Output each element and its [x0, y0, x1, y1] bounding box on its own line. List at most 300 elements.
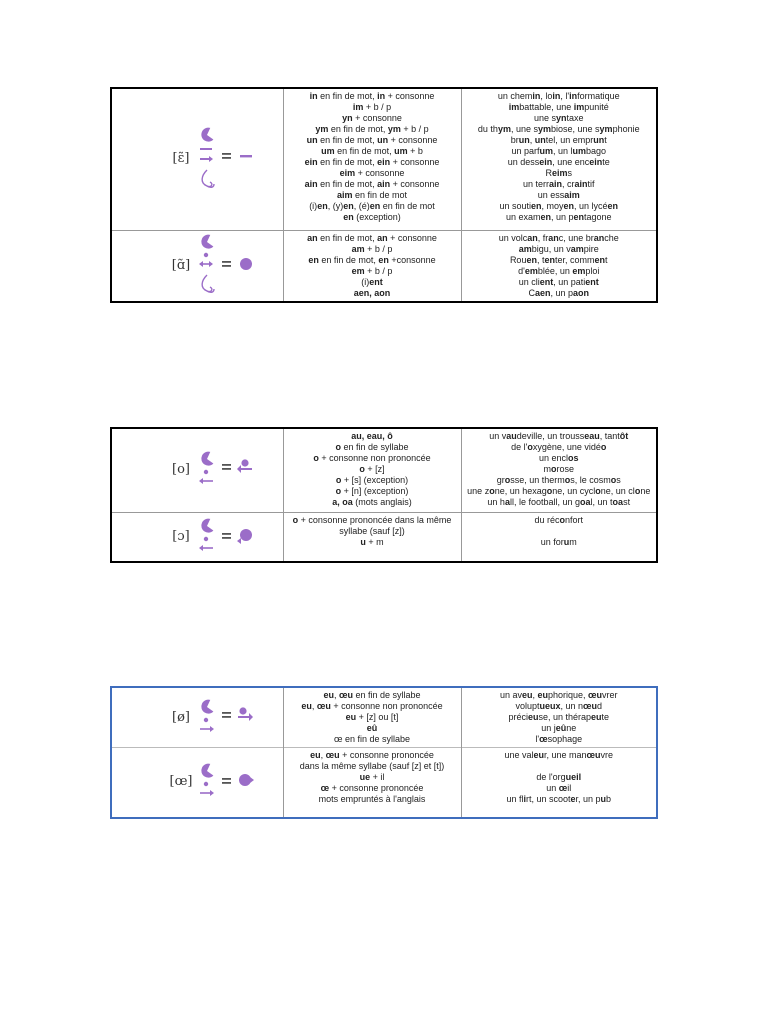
- rule-line: [287, 277, 458, 288]
- rules-cell: [283, 687, 461, 748]
- text-segment: , cr: [562, 179, 575, 189]
- highlighted-spelling: o: [610, 475, 617, 485]
- rule-line: [287, 266, 458, 277]
- examples-cell: [461, 230, 657, 302]
- text-segment: un encl: [538, 453, 568, 463]
- rule-line: [287, 146, 458, 157]
- rule-line: [287, 288, 458, 299]
- highlighted-spelling: eu: [301, 701, 312, 711]
- highlighted-spelling: eu: [345, 712, 357, 722]
- rule-line: [287, 783, 458, 794]
- highlighted-spelling: ueil: [565, 772, 582, 782]
- text-segment: du th: [477, 124, 498, 134]
- examples-cell: [461, 88, 657, 230]
- text-segment: b: [606, 794, 612, 804]
- text-segment: deville, un trouss: [516, 431, 585, 441]
- highlighted-spelling: an: [377, 232, 388, 243]
- highlighted-spelling: um: [321, 146, 335, 156]
- text-segment: , une s: [510, 124, 538, 134]
- text-segment: un terr: [522, 179, 549, 189]
- highlighted-spelling: am: [351, 243, 365, 254]
- highlighted-spelling: en: [563, 201, 575, 211]
- text-segment: + consonne: [352, 113, 402, 123]
- highlighted-spelling: œ: [539, 734, 548, 744]
- text-segment: ne: [640, 486, 651, 496]
- text-segment: bago: [586, 146, 607, 156]
- example-line: [465, 157, 654, 168]
- highlighted-spelling: en: [607, 201, 619, 211]
- text-segment: + consonne non prononcée: [318, 453, 431, 463]
- example-line: [465, 124, 654, 135]
- rule-line: [287, 91, 458, 102]
- text-segment: + b / p: [400, 124, 429, 134]
- example-line: [465, 201, 654, 212]
- text-segment: m: [543, 464, 551, 474]
- highlighted-spelling: un: [518, 135, 530, 145]
- symbol-cell: [111, 428, 283, 512]
- highlighted-spelling: ueux: [539, 701, 561, 711]
- text-segment: + [n] (exception): [341, 486, 409, 496]
- text-segment: st: [623, 497, 631, 507]
- ipa-symbol: [ø]: [172, 709, 190, 725]
- text-segment: te: [602, 157, 610, 167]
- rule-line: [287, 475, 458, 486]
- highlighted-spelling: un: [306, 135, 318, 145]
- rule-line: [287, 201, 458, 212]
- highlighted-spelling: eû: [555, 723, 567, 733]
- text-segment: , tant: [599, 431, 620, 441]
- highlighted-spelling: œ: [320, 783, 330, 793]
- rule-line: [287, 113, 458, 124]
- rule-line: [287, 712, 458, 723]
- text-segment: , moy: [541, 201, 564, 211]
- example-line: [465, 750, 654, 761]
- highlighted-spelling: an: [527, 232, 538, 243]
- rule-line: [287, 431, 458, 442]
- highlighted-spelling: o: [600, 442, 607, 452]
- text-segment: un exam: [505, 212, 541, 222]
- text-segment: + consonne non prononcée: [330, 701, 443, 711]
- highlighted-spelling: um: [394, 146, 408, 156]
- highlighted-spelling: o: [292, 514, 299, 525]
- text-segment: dans la même syllabe (sauf [z] et [t]): [299, 761, 445, 771]
- text-segment: (i): [361, 276, 370, 287]
- text-segment: en fin de mot,: [317, 179, 378, 189]
- text-segment: + m: [365, 536, 384, 547]
- text-segment: en fin de mot,: [317, 135, 378, 145]
- rule-line: [287, 157, 458, 168]
- text-segment: un chem: [497, 91, 533, 101]
- rule-line: [287, 723, 458, 734]
- text-segment: vrer: [602, 690, 618, 700]
- example-line: [465, 475, 654, 486]
- highlighted-spelling: œu: [586, 750, 601, 760]
- example-line: [465, 723, 654, 734]
- highlighted-spelling: u: [600, 794, 607, 804]
- rule-line: [287, 734, 458, 745]
- text-segment: , un p: [550, 287, 574, 298]
- highlighted-spelling: o: [313, 453, 319, 463]
- example-line: [465, 442, 654, 453]
- rule-line: [287, 772, 458, 783]
- text-segment: en fin de syllabe: [340, 442, 409, 452]
- example-line: [465, 453, 654, 464]
- text-segment: , lo: [540, 91, 553, 101]
- highlighted-spelling: en: [369, 201, 381, 211]
- example-line: [465, 288, 654, 299]
- rule-line: [287, 233, 458, 244]
- text-segment: R: [545, 168, 552, 178]
- text-segment: rose: [556, 464, 574, 474]
- highlighted-spelling: o: [559, 514, 565, 525]
- highlighted-spelling: o: [489, 486, 495, 496]
- rules-cell: [283, 748, 461, 818]
- highlighted-spelling: ym: [599, 124, 613, 134]
- symbol-cell: [111, 230, 283, 302]
- highlighted-spelling: en: [343, 201, 354, 211]
- highlighted-spelling: en: [343, 212, 354, 222]
- rule-line: [287, 255, 458, 266]
- text-segment: , un n: [560, 701, 584, 711]
- text-segment: ne: [566, 723, 577, 733]
- highlighted-spelling: ein: [377, 157, 391, 167]
- text-segment: préci: [508, 712, 528, 722]
- highlighted-spelling: ent: [585, 276, 599, 287]
- text-segment: en fin de mot,: [334, 146, 395, 156]
- highlighted-spelling: eu: [521, 690, 533, 700]
- rule-line: [287, 486, 458, 497]
- examples-cell: [461, 428, 657, 512]
- rule-line: [287, 135, 458, 146]
- text-segment: un ess: [537, 190, 565, 200]
- highlighted-spelling: in: [552, 91, 561, 101]
- text-segment: ne, un cycl: [552, 486, 596, 496]
- highlighted-spelling: eu: [591, 712, 602, 722]
- text-segment: + [z]: [364, 464, 385, 474]
- text-segment: che: [604, 232, 619, 243]
- text-segment: un j: [541, 723, 556, 733]
- highlighted-spelling: o: [634, 486, 641, 496]
- highlighted-spelling: i: [523, 794, 526, 804]
- example-line: [465, 168, 654, 179]
- table-row: [111, 88, 657, 230]
- highlighted-spelling: un: [377, 135, 389, 145]
- rules-cell: [283, 230, 461, 302]
- text-segment: en fin de mot,: [328, 124, 388, 134]
- rule-line: [287, 497, 458, 508]
- text-segment: , un lycé: [574, 201, 608, 211]
- text-segment: , un pati: [553, 276, 586, 287]
- text-segment: gr: [496, 475, 505, 485]
- symbol-cell: [111, 88, 283, 230]
- text-segment: + consonne: [390, 179, 440, 189]
- symbol-cell: [111, 748, 283, 818]
- text-segment: s, le cosm: [570, 475, 611, 485]
- example-line: [465, 233, 654, 244]
- phonetics-table-nasal-vowels: [110, 87, 658, 303]
- highlighted-spelling: o: [527, 442, 533, 452]
- text-segment: + consonne: [355, 168, 405, 178]
- rule-line: [287, 761, 458, 772]
- example-line: [465, 783, 654, 794]
- text-segment: en fin de syllabe: [352, 690, 421, 700]
- rule-line: [287, 794, 458, 805]
- example-line: [465, 135, 654, 146]
- text-segment: t: [604, 135, 607, 145]
- highlighted-spelling: ym: [315, 124, 329, 134]
- text-segment: + [z] ou [t]: [356, 712, 399, 722]
- highlighted-spelling: ain: [574, 179, 588, 189]
- example-line: [465, 690, 654, 701]
- highlighted-spelling: eu: [537, 690, 549, 700]
- text-segment: pire: [583, 243, 599, 254]
- rule-line: [287, 102, 458, 113]
- text-segment: bigu, un v: [531, 243, 571, 254]
- highlighted-spelling: eau: [584, 431, 600, 441]
- rules-cell: [283, 428, 461, 512]
- highlighted-spelling: a, oa: [332, 497, 353, 507]
- rule-line: [287, 464, 458, 475]
- highlighted-spelling: ain: [304, 179, 318, 189]
- text-segment: une val: [504, 750, 534, 760]
- text-segment: + consonne: [387, 232, 437, 243]
- text-segment: sse, un therm: [510, 475, 565, 485]
- text-segment: (exception): [353, 212, 401, 222]
- example-line: [465, 701, 654, 712]
- text-segment: une s: [533, 113, 556, 123]
- example-line: [465, 464, 654, 475]
- highlighted-spelling: e: [570, 794, 576, 804]
- text-segment: , (y): [327, 201, 344, 211]
- text-segment: +consonne: [388, 254, 436, 265]
- text-segment: en fin de mot,: [318, 254, 379, 265]
- highlighted-spelling: au: [506, 431, 517, 441]
- highlighted-spelling: oa: [612, 497, 624, 507]
- ipa-symbol: [ɑ̃]: [171, 257, 191, 273]
- phonetics-table-o-vowels: [110, 427, 658, 563]
- text-segment: il: [567, 783, 572, 793]
- example-line: [465, 526, 654, 537]
- text-segment: r, un p: [575, 794, 601, 804]
- highlighted-spelling: im: [508, 102, 520, 112]
- text-segment: l, un t: [590, 497, 613, 507]
- text-segment: taxe: [566, 113, 584, 123]
- text-segment: se, un thérap: [538, 712, 592, 722]
- rule-line: [287, 701, 458, 712]
- highlighted-spelling: ue: [359, 772, 371, 782]
- text-segment: un dess: [507, 157, 540, 167]
- highlighted-spelling: o: [335, 486, 342, 496]
- text-segment: ,: [311, 701, 317, 711]
- text-segment: + consonne: [388, 135, 438, 145]
- highlighted-spelling: yn: [556, 113, 567, 123]
- highlighted-spelling: en: [594, 254, 606, 265]
- highlighted-spelling: in: [309, 91, 318, 101]
- phonetics-table-eu-vowels: [110, 686, 658, 819]
- text-segment: , un p: [550, 212, 574, 222]
- text-segment: d: [597, 701, 603, 711]
- example-line: [465, 761, 654, 772]
- highlighted-spelling: yn: [342, 113, 353, 123]
- text-segment: une z: [467, 486, 490, 496]
- highlighted-spelling: ein: [304, 157, 318, 167]
- highlighted-spelling: aim: [336, 190, 353, 200]
- highlighted-spelling: o: [546, 486, 553, 496]
- articulation-icon: [198, 233, 260, 299]
- example-line: [465, 515, 654, 526]
- text-segment: + consonne prononcée: [329, 783, 424, 793]
- highlighted-spelling: os: [568, 453, 579, 463]
- text-segment: ,: [532, 690, 538, 700]
- text-segment: syllabe (sauf [z]): [339, 525, 405, 536]
- text-segment: un volc: [498, 232, 528, 243]
- text-segment: mots empruntés à l'anglais: [318, 794, 426, 804]
- articulation-icon: [198, 698, 260, 738]
- text-segment: un av: [499, 690, 522, 700]
- rule-line: [287, 690, 458, 701]
- articulation-icon: [198, 762, 260, 802]
- rule-line: [287, 124, 458, 135]
- example-line: [465, 102, 654, 113]
- text-segment: tif: [587, 179, 595, 189]
- text-segment: s: [567, 168, 572, 178]
- text-segment: l': [535, 734, 540, 744]
- table-row: [111, 512, 657, 562]
- text-segment: en fin de mot: [380, 201, 435, 211]
- highlighted-spelling: o: [564, 475, 571, 485]
- ipa-symbol: [œ]: [169, 774, 193, 790]
- text-segment: , fr: [537, 232, 549, 243]
- highlighted-spelling: o: [359, 464, 365, 474]
- articulation-icon: [198, 450, 260, 490]
- text-segment: volupt: [515, 701, 540, 711]
- rules-cell: [283, 512, 461, 562]
- highlighted-spelling: em: [524, 265, 538, 276]
- text-segment: br: [510, 135, 519, 145]
- text-segment: + consonne prononcée: [339, 750, 434, 760]
- text-segment: ,: [333, 690, 339, 700]
- highlighted-spelling: em: [572, 265, 586, 276]
- text-segment: (mots anglais): [352, 497, 412, 507]
- text-segment: nfort: [565, 514, 584, 525]
- table-row: [111, 230, 657, 302]
- highlighted-spelling: in: [569, 91, 578, 101]
- highlighted-spelling: ym: [497, 124, 511, 134]
- rule-line: [287, 244, 458, 255]
- text-segment: un: [546, 783, 559, 793]
- highlighted-spelling: a: [504, 497, 510, 507]
- rule-line: [287, 442, 458, 453]
- highlighted-spelling: eu: [533, 750, 544, 760]
- highlighted-spelling: un: [593, 135, 605, 145]
- highlighted-spelling: eu: [323, 690, 334, 700]
- highlighted-spelling: eû: [366, 723, 378, 733]
- text-segment: xygène, une vidé: [532, 442, 601, 452]
- highlighted-spelling: aen, aon: [353, 287, 391, 298]
- text-segment: t: [605, 254, 608, 265]
- example-line: [465, 266, 654, 277]
- highlighted-spelling: am: [518, 243, 532, 254]
- text-segment: œ en fin de syllabe: [333, 734, 411, 744]
- text-segment: blée, un: [537, 265, 573, 276]
- text-segment: , (é): [353, 201, 370, 211]
- text-segment: + il: [370, 772, 385, 782]
- highlighted-spelling: en: [540, 212, 551, 222]
- symbol-cell: [111, 512, 283, 562]
- highlighted-spelling: um: [572, 146, 586, 156]
- highlighted-spelling: ym: [387, 124, 401, 134]
- text-segment: de l': [511, 442, 528, 452]
- text-segment: + b / p: [364, 265, 393, 276]
- rule-line: [287, 212, 458, 223]
- highlighted-spelling: œ: [558, 783, 568, 793]
- text-segment: ter, comm: [555, 254, 595, 265]
- highlighted-spelling: ein: [589, 157, 603, 167]
- highlighted-spelling: ent: [369, 276, 383, 287]
- text-segment: , t: [536, 254, 545, 265]
- highlighted-spelling: o: [550, 464, 557, 474]
- text-segment: te: [601, 712, 610, 722]
- example-line: [465, 772, 654, 783]
- text-segment: + b / p: [364, 243, 393, 254]
- highlighted-spelling: am: [570, 243, 584, 254]
- example-line: [465, 277, 654, 288]
- text-segment: , l': [560, 91, 570, 101]
- text-segment: d': [518, 265, 525, 276]
- text-segment: un v: [489, 431, 507, 441]
- rule-line: [287, 526, 458, 537]
- articulation-icon: [198, 517, 260, 557]
- rule-line: [287, 537, 458, 548]
- highlighted-spelling: o: [335, 475, 342, 485]
- example-line: [465, 497, 654, 508]
- text-segment: ne, un cl: [600, 486, 635, 496]
- text-segment: + consonne: [390, 157, 440, 167]
- text-segment: un parf: [511, 146, 540, 156]
- text-segment: un h: [487, 497, 505, 507]
- example-line: [465, 537, 654, 548]
- text-segment: m: [569, 536, 577, 547]
- example-line: [465, 146, 654, 157]
- highlighted-spelling: en: [544, 254, 555, 265]
- example-line: [465, 255, 654, 266]
- example-line: [465, 190, 654, 201]
- example-line: [465, 244, 654, 255]
- text-segment: + b / p: [363, 102, 392, 112]
- text-segment: en fin de mot,: [317, 232, 378, 243]
- text-segment: un fl: [506, 794, 524, 804]
- ipa-symbol: [ɛ̃]: [172, 151, 190, 167]
- text-segment: (i): [309, 201, 318, 211]
- highlighted-spelling: aen: [534, 287, 551, 298]
- text-segment: tagone: [584, 212, 612, 222]
- highlighted-spelling: œu: [325, 750, 340, 760]
- text-segment: Rou: [509, 254, 527, 265]
- highlighted-spelling: an: [548, 232, 559, 243]
- table-row: [111, 687, 657, 748]
- rule-line: [287, 168, 458, 179]
- text-segment: vre: [600, 750, 614, 760]
- text-segment: phonie: [612, 124, 640, 134]
- text-segment: s: [616, 475, 621, 485]
- highlighted-spelling: œu: [338, 690, 353, 700]
- text-segment: formatique: [577, 91, 620, 101]
- highlighted-spelling: œu: [588, 690, 603, 700]
- text-segment: en fin de mot: [352, 190, 408, 200]
- symbol-cell: [111, 687, 283, 748]
- text-segment: un souti: [499, 201, 531, 211]
- highlighted-spelling: ein: [539, 157, 553, 167]
